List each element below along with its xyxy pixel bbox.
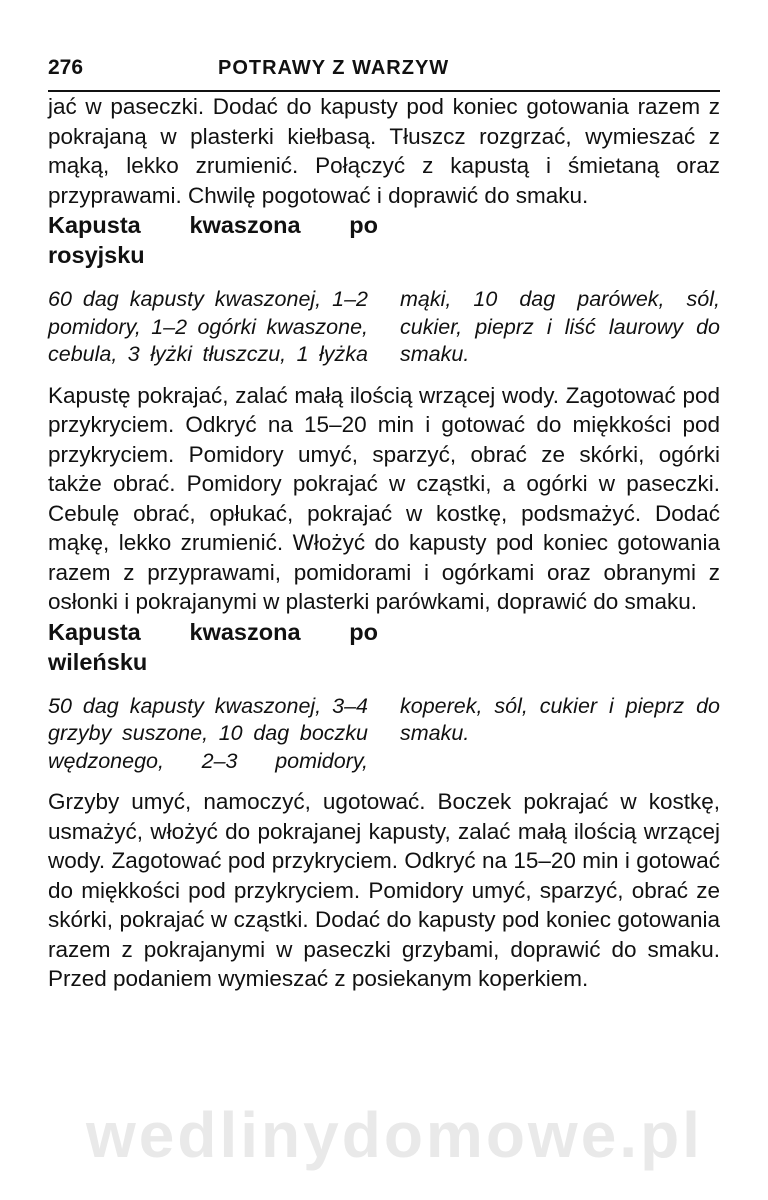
ingredients-list: 60 dag kapusty kwaszonej, 1–2 pomidory, 1–2 ogórki kwaszone, cebula, 3 łyżki tłuszczu, 1 łyżka mąki, 10 dag parówek, sól, cukier, pieprz i liść laurowy do smaku. (48, 287, 720, 366)
running-header (48, 56, 720, 92)
page-number: 276 (48, 56, 84, 79)
recipe-rosyjsku (48, 210, 720, 617)
recipe-instructions: Kapustę pokrajać, zalać małą ilością wrzącej wody. Zagotować pod przykryciem. Odkryć na 15–20 min i gotować do miękkości pod przykryciem. Pomidory umyć, sparzyć, obrać ze skórki, ogórki także obrać. Pomidory pokrajać w cząstki, a ogórki w paseczki. Cebulę obrać, opłukać, pokrajać w kostkę, podsmażyć. Dodać mąkę, lekko zrumienić. Włożyć do kapusty pod koniec gotowania razem z przyprawami, pomidorami i ogórkami oraz obranymi z osłonki i pokrajanymi w plasterki parówkami, doprawić do smaku. (48, 382, 720, 614)
recipe-title: Kapusta kwaszona po wileńsku (48, 618, 378, 675)
book-page (48, 56, 720, 994)
intro-paragraph: jać w paseczki. Dodać do kapusty pod koniec gotowania razem z pokrajaną w plasterki kiełbasą. Tłuszcz rozgrzać, wymieszać z mąką, lekko zrumienić. Połączyć z kapustą i śmietaną oraz przyprawami. Chwilę pogotować i doprawić do smaku. (48, 94, 720, 208)
recipe-wilensku (48, 617, 720, 994)
ingredients-list: 50 dag kapusty kwaszonej, 3–4 grzyby suszone, 10 dag boczku wędzonego, 2–3 pomidory, koperek, sól, cukier i pieprz do smaku. (48, 693, 720, 773)
chapter-title: POTRAWY Z WARZYW (218, 57, 450, 79)
watermark: wedlinydomowe.pl (86, 1099, 703, 1171)
recipe-title: Kapusta kwaszona po rosyjsku (48, 212, 378, 268)
recipe-instructions: Grzyby umyć, namoczyć, ugotować. Boczek pokrajać w kostkę, usmażyć, włożyć do pokrajanej kapusty, zalać małą ilością wrzącej wody. Zagotować pod przykryciem. Odkryć na 15–20 min i gotować do miękkości pod przykryciem. Pomidory umyć, sparzyć, obrać ze skórki, pokrajać w cząstki. Dodać do kapusty pod koniec gotowania razem z pokrajanymi w paseczki grzybami, doprawić do smaku. Przed podaniem wymieszać z posiekanym koperkiem. (48, 789, 720, 991)
